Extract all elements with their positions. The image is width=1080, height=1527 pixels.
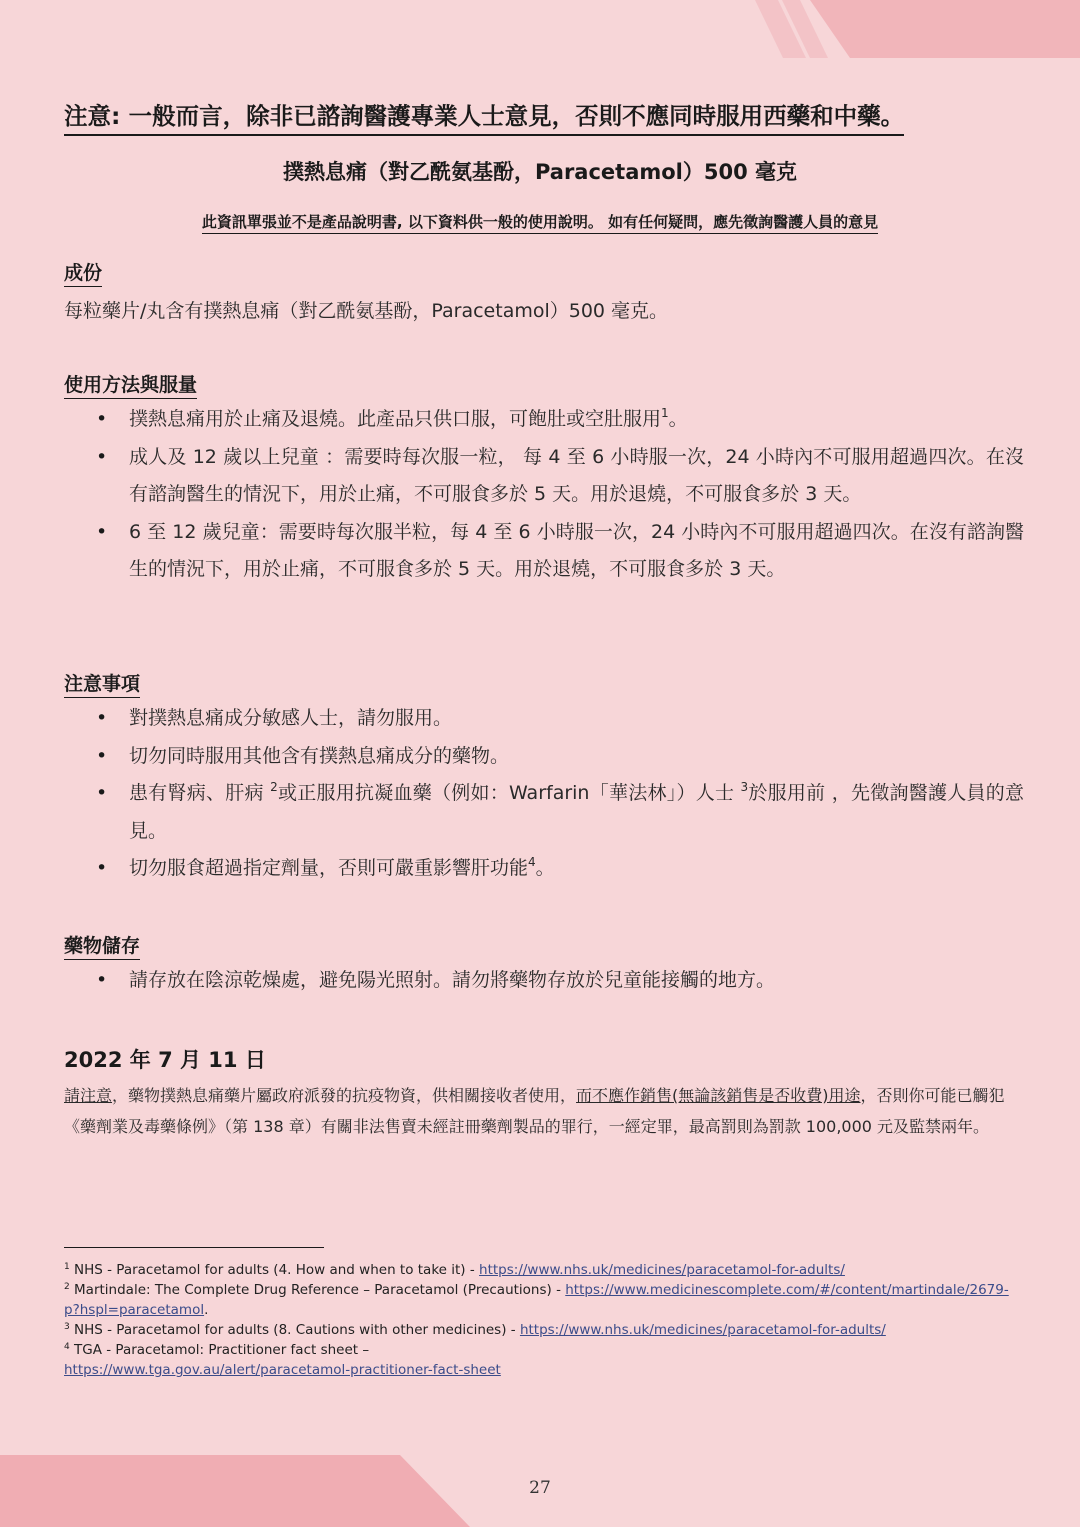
storage-heading: 藥物儲存 xyxy=(64,931,140,960)
usage-list xyxy=(96,401,1024,589)
list-item: • 6 至 12 歲兒童：需要時每次服半粒，每 4 至 6 小時服一次，24 小時內不可服用超過四次。在沒有諮詢醫生的情況下，用於止痛，不可服食多於 5 天。用於退燒，不可服食多於 3 天。 xyxy=(96,514,1024,589)
list-item: • 撲熱息痛用於止痛及退燒。此產品只供口服，可飽肚或空肚服用$^1$。 xyxy=(96,401,1024,439)
footnote-link[interactable]: https://www.nhs.uk/medicines/paracetamol-for-adults/ xyxy=(519,1322,886,1338)
storage-list xyxy=(96,962,1024,1000)
footnotes xyxy=(64,1260,1014,1380)
product-title: 撲熱息痛（對乙酰氨基酚，Paracetamol）500 毫克 xyxy=(282,160,798,184)
disclaimer xyxy=(0,211,1080,232)
ingredients-text: 每粒藥片/丸含有撲熱息痛（對乙酰氨基酚，Paracetamol）500 毫克。 xyxy=(64,300,669,322)
top-corner-decoration xyxy=(660,0,1080,58)
footnote-ref[interactable]: 2 xyxy=(270,780,278,794)
footnote-item: $^1$ NHS - Paracetamol for adults (4. How and when to take it) - https://www.nhs.uk/medicines/paracetamol-for-adults/ xyxy=(64,1262,845,1278)
disclaimer-text: 此資訊單張並不是產品說明書, 以下資料供一般的使用說明。 如有任何疑問，應先徵詢醫護人員的意見 xyxy=(202,213,878,234)
footnote-item: $^2$ Martindale: The Complete Drug Reference – Paracetamol (Precautions) - https://www.medicinescomplete.com/#/content/martindale/2679-p?hspl=paracetamol. xyxy=(64,1282,1009,1318)
footnote-item: $^3$ NHS - Paracetamol for adults (8. Cautions with other medicines) - https://www.nhs.uk/medicines/paracetamol-for-adults/ xyxy=(64,1322,886,1338)
list-item: • 切勿同時服用其他含有撲熱息痛成分的藥物。 xyxy=(96,738,1024,776)
ingredients-heading: 成份 xyxy=(64,258,102,287)
footnote-ref[interactable]: 1 xyxy=(661,406,669,420)
list-item: • 患有腎病、肝病 $^2$或正服用抗凝血藥（例如：Warfarin「華法林」）人士 $^3$於服用前 ，先徵詢醫護人員的意見。 xyxy=(96,775,1024,850)
list-item: • 成人及 12 歲以上兒童 ：需要時每次服一粒， 每 4 至 6 小時服一次，24 小時內不可服用超過四次。在沒有諮詢醫生的情況下，用於止痛，不可服食多於 5 天。用於退燒，不可服食多於 3 天。 xyxy=(96,439,1024,514)
usage-heading: 使用方法與服量 xyxy=(64,370,197,399)
legal-notice: 請注意，藥物撲熱息痛藥片屬政府派發的抗疫物資，供相關接收者使用，而不應作銷售(無論該銷售是否收費)用途，否則你可能已觸犯《藥劑業及毒藥條例》（第 138 章）有關非法售賣未經註冊藥劑製品的罪行，一經定罪，最高罰則為罰款 100,000 元及監禁兩年。 xyxy=(64,1086,1005,1136)
footnote-divider xyxy=(64,1247,324,1248)
warning-banner: 注意: 一般而言，除非已諮詢醫護專業人士意見，否則不應同時服用西藥和中藥。 xyxy=(64,97,904,136)
list-item: • 請存放在陰涼乾燥處，避免陽光照射。請勿將藥物存放於兒童能接觸的地方。 xyxy=(96,962,1024,1000)
precautions-list xyxy=(96,700,1024,888)
footnote-link[interactable]: https://www.nhs.uk/medicines/paracetamol-for-adults/ xyxy=(479,1262,845,1278)
list-item: • 切勿服食超過指定劑量，否則可嚴重影響肝功能$^4$。 xyxy=(96,850,1024,888)
footnote-link[interactable]: https://www.medicinescomplete.com/#/content/martindale/2679-p?hspl=paracetamol xyxy=(64,1282,1009,1318)
document-date: 2022 年 7 月 11 日 xyxy=(64,1048,266,1072)
precautions-heading: 注意事項 xyxy=(64,669,140,698)
footnote-link[interactable]: https://www.tga.gov.au/alert/paracetamol-practitioner-fact-sheet xyxy=(64,1362,501,1378)
list-item: • 對撲熱息痛成分敏感人士，請勿服用。 xyxy=(96,700,1024,738)
footnote-ref[interactable]: 4 xyxy=(528,855,536,869)
footnote-ref[interactable]: 3 xyxy=(740,780,749,794)
footnote-item: $^4$ TGA - Paracetamol: Practitioner fact sheet – https://www.tga.gov.au/alert/paracetamol-practitioner-fact-sheet xyxy=(64,1342,501,1378)
page-number: 27 xyxy=(529,1478,551,1498)
